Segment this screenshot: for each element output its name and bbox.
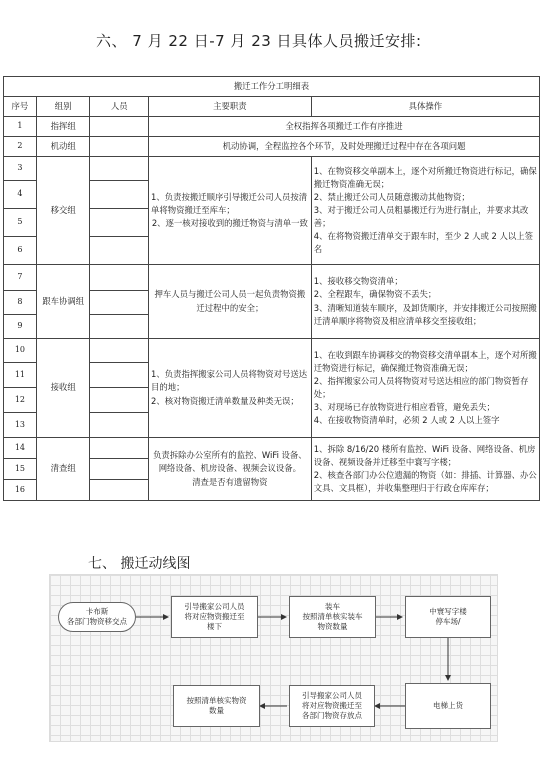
- group-mobile: 机动组: [36, 137, 90, 157]
- row-number: 2: [4, 137, 37, 157]
- section-6-heading: 六、 7 月 22 日-7 月 23 日具体人员搬迁安排:: [96, 32, 422, 50]
- row-number: 10: [4, 339, 37, 363]
- escort-duty: 押车人员与搬迁公司人员一起负责物资搬迁过程中的安全；: [149, 265, 312, 339]
- flow-step6-node: [173, 685, 260, 727]
- row-number: 5: [4, 209, 37, 237]
- person-cell: [90, 157, 149, 181]
- group-escort: 跟车协调组: [36, 265, 90, 339]
- flow-step3-node: [405, 596, 491, 638]
- person-cell: [90, 315, 149, 339]
- flow-step5-label: 引导搬家公司人员 将对应物资搬迁至 各部门物资存放点: [302, 690, 362, 721]
- flow-step4-node: [405, 683, 491, 729]
- flow-step2-label: 装车 按照清单核实装车 物资数量: [302, 601, 363, 632]
- section-7-heading: 七、 搬迁动线图: [88, 556, 191, 572]
- row-number: 15: [4, 459, 37, 480]
- row-number: 12: [4, 388, 37, 413]
- person-cell: [90, 181, 149, 209]
- header-no: 序号: [4, 97, 37, 117]
- person-cell: [90, 237, 149, 265]
- transfer-operation: [311, 157, 539, 265]
- person-cell: [90, 209, 149, 237]
- transfer-op-3: 3、对于搬迁公司人员粗暴搬迁行为进行制止，并要求其改善；: [313, 204, 529, 228]
- flow-start-label: 卡布斯 各部门物资移交点: [67, 606, 127, 626]
- row-number: 11: [4, 363, 37, 388]
- flow-step5-node: [289, 685, 375, 727]
- flow-step6-label: 按照清单核实物资 数量: [186, 695, 247, 715]
- person-cell: [90, 265, 149, 291]
- transfer-duty: [149, 157, 312, 265]
- receive-duty: [149, 339, 312, 438]
- row-number: 8: [4, 291, 37, 315]
- escort-operation: [311, 265, 539, 339]
- row-number: 9: [4, 315, 37, 339]
- clear-duty: [149, 438, 312, 501]
- person-cell: [90, 117, 149, 137]
- division-of-work-table: [3, 76, 540, 501]
- row-number: 14: [4, 438, 37, 459]
- table-caption: 搬迁工作分工明细表: [4, 77, 540, 97]
- receive-op-3: 3、对现场已存放物资进行相应看管，避免丢失；: [313, 402, 495, 413]
- receive-duty-2: 2、核对物资搬迁清单数量及种类无误；: [151, 395, 299, 406]
- transfer-duty-2: 2、逐一核对接收到的搬迁物资与清单一致: [151, 218, 308, 228]
- group-clear: 清查组: [36, 438, 90, 501]
- group-receive: 接收组: [36, 339, 90, 438]
- receive-operation: [311, 339, 539, 438]
- row-number: 4: [4, 181, 37, 209]
- flow-step1-label: 引导搬家公司人员 将对应物资搬迁至 楼下: [184, 601, 245, 632]
- header-operation: 具体操作: [311, 97, 539, 117]
- mobile-content: 机动协调，全程监控各个环节，及时处理搬迁过程中存在各项问题: [149, 137, 540, 157]
- person-cell: [90, 339, 149, 363]
- receive-duty-1: 1、负责指挥搬家公司人员将物资对号送达目的地；: [151, 369, 308, 393]
- group-transfer: 移交组: [36, 157, 90, 265]
- transfer-op-2: 2、禁止搬迁公司人员随意搬动其他物资；: [313, 191, 470, 202]
- escort-op-2: 2、全程跟车，确保物资不丢失；: [313, 289, 437, 300]
- row-number: 7: [4, 265, 37, 291]
- flow-step2-node: [289, 596, 376, 638]
- person-cell: [90, 480, 149, 501]
- person-cell: [90, 291, 149, 315]
- person-cell: [90, 413, 149, 438]
- row-number: 1: [4, 117, 37, 137]
- escort-op-3: 3、清晰知道装车顺序，及卸货顺序，并安排搬迁公司按照搬迁清单顺序将物资及相应清单移交至接收组；: [313, 302, 537, 326]
- flow-step3-label: 中寰写字楼 停车场/: [429, 606, 467, 626]
- flow-step1-node: [171, 596, 258, 638]
- command-content: 全权指挥各项搬迁工作有序推进: [149, 117, 540, 137]
- header-duty: 主要职责: [149, 97, 312, 117]
- receive-op-2: 2、指挥搬家公司人员将物资对号送达相应的部门物资暂存处；: [313, 375, 529, 399]
- header-person: 人员: [90, 97, 149, 117]
- clear-operation: [311, 438, 539, 501]
- transfer-op-1: 1、在物资移交单副本上，逐个对所搬迁物资进行标记，确保搬迁物资准确无误；: [313, 165, 537, 189]
- header-group: 组别: [36, 97, 90, 117]
- clear-op-2: 2、核查各部门办公位遗漏的物资（如：排插、计算器、办公文具、文具框），并收集整理归于行政仓库库存；: [313, 470, 537, 494]
- transfer-duty-1: 1、负责按搬迁顺序引导搬迁公司人员按清单将物资搬迁至库车；: [151, 191, 308, 215]
- person-cell: [90, 137, 149, 157]
- receive-op-1: 1、在收到跟车协调移交的物资移交清单副本上，逐个对所搬迁物资进行标记，确保搬迁物资准确无误；: [313, 349, 537, 373]
- transfer-op-4: 4、在将物资搬迁清单交于跟车时，至少 2 人或 2 人以上签名: [313, 231, 533, 255]
- flow-step4-label: 电梯上货: [433, 700, 463, 710]
- escort-op-1: 1、接收移交物资清单；: [313, 276, 403, 287]
- person-cell: [90, 388, 149, 413]
- clear-duty-2: 清查是否有遗留物资: [192, 476, 268, 487]
- person-cell: [90, 459, 149, 480]
- row-number: 16: [4, 480, 37, 501]
- group-command: 指挥组: [36, 117, 90, 137]
- relocation-flow-diagram: [49, 574, 498, 742]
- flow-start-node: [58, 602, 136, 632]
- row-number: 13: [4, 413, 37, 438]
- clear-op-1: 1、拆除 8/16/20 楼所有监控、WiFi 设备、网络设备、机房设备、视频设备并迁移至中寰写字楼；: [313, 443, 536, 467]
- clear-duty-1: 负责拆除办公室所有的监控、WiFi 设备、网络设备、机房设备、视频会议设备。: [153, 450, 307, 474]
- row-number: 3: [4, 157, 37, 181]
- row-number: 6: [4, 237, 37, 265]
- person-cell: [90, 438, 149, 459]
- receive-op-4: 4、在接收物资清单时，必须 2 人或 2 人以上签字: [313, 415, 500, 426]
- person-cell: [90, 363, 149, 388]
